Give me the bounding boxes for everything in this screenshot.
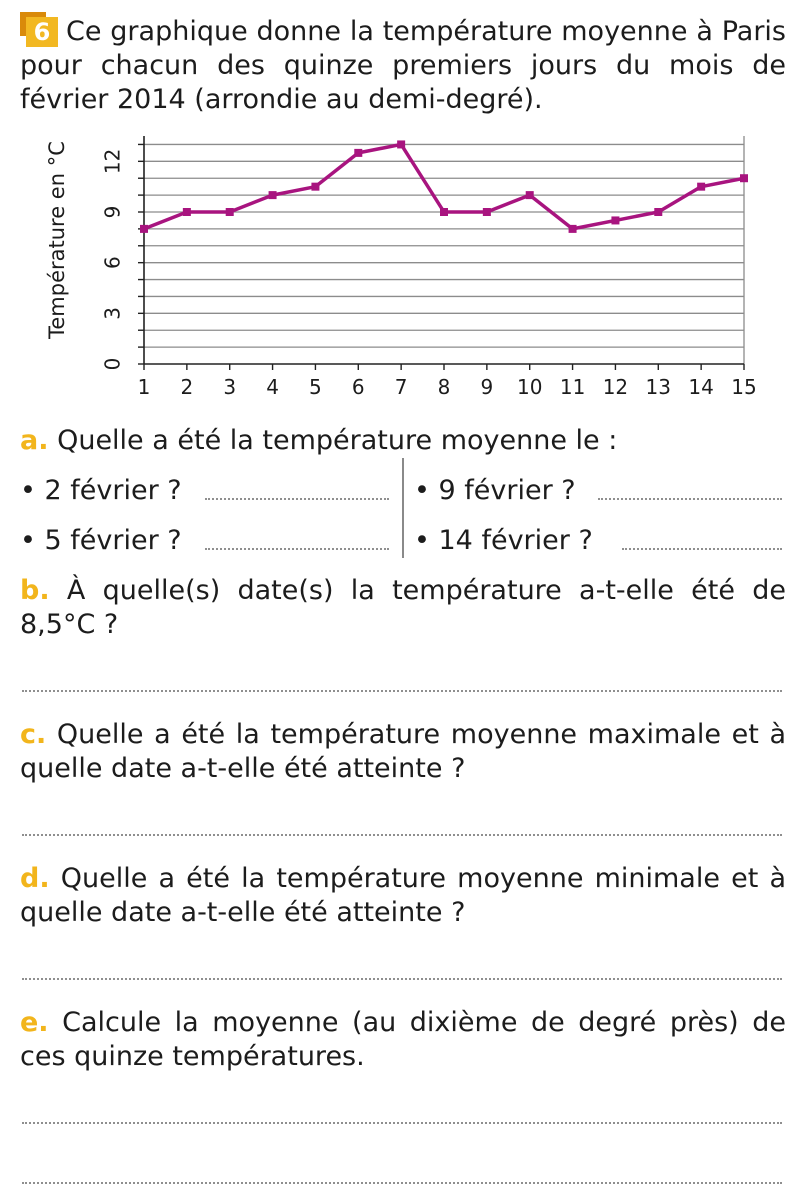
question-c-text: Quelle a été la température moyenne maximale et à quelle date a-t-elle été atteinte ?	[20, 719, 786, 784]
question-b-letter: b.	[20, 575, 50, 606]
y-tick-label: 6	[100, 256, 125, 270]
question-d-letter: d.	[20, 863, 50, 894]
answer-line-e-1[interactable]	[22, 1122, 782, 1124]
y-tick-label: 9	[100, 205, 125, 219]
question-d	[20, 862, 786, 930]
data-point-marker	[526, 191, 534, 199]
answer-field-feb2[interactable]	[205, 498, 389, 500]
x-tick-label: 1	[137, 375, 151, 399]
answer-line-c[interactable]	[22, 834, 782, 836]
question-b	[20, 574, 786, 642]
exercise-number: 6	[26, 17, 58, 47]
y-tick-label: 3	[100, 306, 125, 320]
data-point-marker	[654, 208, 662, 216]
question-a-item-feb2: • 2 février ?	[20, 475, 182, 506]
x-tick-label: 15	[731, 375, 757, 399]
y-axis-label: Température en °C	[45, 141, 69, 339]
answer-field-feb5[interactable]	[205, 548, 389, 550]
question-c-letter: c.	[20, 719, 47, 750]
question-d-text: Quelle a été la température moyenne minimale et à quelle date a-t-elle été atteinte ?	[20, 863, 786, 928]
data-point-marker	[140, 225, 148, 233]
question-e-text: Calcule la moyenne (au dixième de degré près) de ces quinze températures.	[20, 1007, 786, 1072]
question-e-letter: e.	[20, 1007, 49, 1038]
x-tick-label: 3	[223, 375, 237, 399]
answer-field-feb14[interactable]	[622, 548, 782, 550]
question-a	[20, 424, 786, 458]
answer-line-e-2[interactable]	[22, 1182, 782, 1184]
data-point-marker	[611, 216, 619, 224]
x-tick-label: 8	[437, 375, 451, 399]
data-point-marker	[226, 208, 234, 216]
x-tick-label: 10	[516, 375, 543, 399]
data-point-marker	[483, 208, 491, 216]
data-point-marker	[697, 183, 705, 191]
question-a-item-feb9: • 9 février ?	[414, 475, 576, 506]
data-point-marker	[440, 208, 448, 216]
x-tick-label: 4	[266, 375, 279, 399]
y-tick-label: 12	[100, 148, 125, 175]
temperature-series-line	[144, 144, 744, 228]
column-divider	[402, 458, 404, 558]
x-tick-label: 11	[559, 375, 586, 399]
data-point-marker	[311, 183, 319, 191]
data-point-marker	[740, 174, 748, 182]
chart-series	[140, 140, 748, 232]
question-e	[20, 1006, 786, 1074]
data-point-marker	[569, 225, 577, 233]
answer-line-b[interactable]	[22, 690, 782, 692]
answer-line-d[interactable]	[22, 978, 782, 980]
x-tick-label: 9	[480, 375, 494, 399]
answer-field-feb9[interactable]	[598, 498, 782, 500]
question-b-text: À quelle(s) date(s) la température a-t-elle été de 8,5°C ?	[20, 575, 786, 640]
question-c	[20, 718, 786, 786]
x-tick-label: 2	[180, 375, 194, 399]
exercise-intro-text: Ce graphique donne la température moyenne à Paris pour chacun des quinze premiers jours du mois de février 2014 (arrondie au demi-degré).	[20, 16, 786, 115]
y-tick-label: 0	[100, 357, 125, 371]
x-tick-label: 13	[645, 375, 672, 399]
exercise-number-badge	[20, 12, 58, 46]
data-point-marker	[354, 149, 362, 157]
question-a-item-feb5: • 5 février ?	[20, 525, 182, 556]
data-point-marker	[269, 191, 277, 199]
x-tick-label: 5	[309, 375, 322, 399]
data-point-marker	[397, 140, 405, 148]
question-a-item-feb14: • 14 février ?	[414, 525, 593, 556]
x-tick-label: 7	[394, 375, 408, 399]
chart-axes	[138, 136, 744, 370]
x-tick-label: 12	[602, 375, 629, 399]
chart-gridlines	[144, 136, 744, 364]
data-point-marker	[183, 208, 191, 216]
exercise-statement	[20, 12, 786, 117]
question-a-letter: a.	[20, 425, 49, 456]
temperature-line-chart	[0, 128, 803, 418]
x-tick-label: 14	[688, 375, 714, 399]
question-a-text: Quelle a été la température moyenne le :	[57, 425, 618, 456]
x-tick-label: 6	[351, 375, 365, 399]
